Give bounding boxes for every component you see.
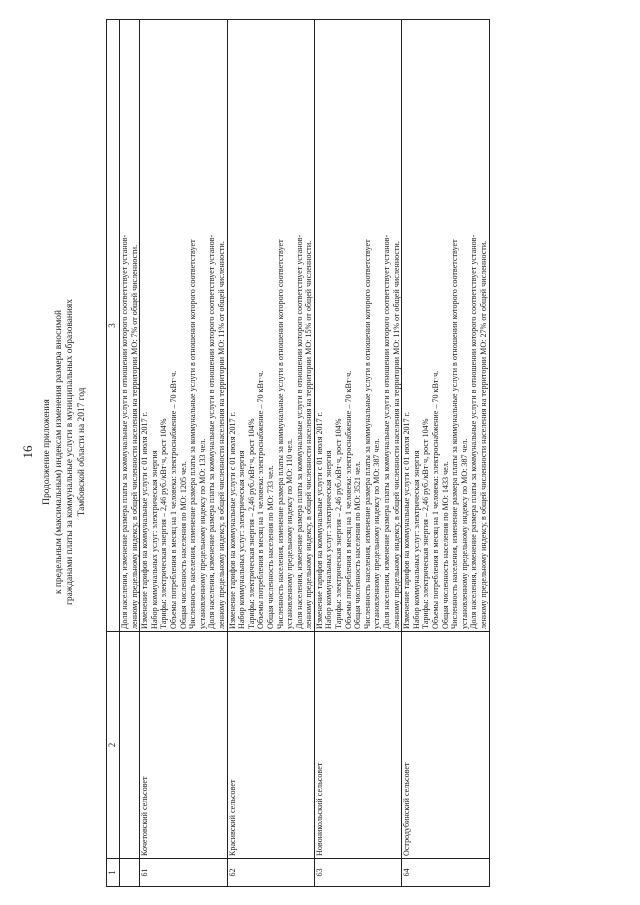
header-line: гражданами платы за коммунальные услуги в муниципальных образованиях bbox=[65, 299, 75, 605]
description-line: Изменение тарифов на коммунальные услуги с 01 июля 2017 г. bbox=[314, 411, 324, 629]
row-description bbox=[120, 20, 140, 632]
description-line: установленному предельному индексу по МО: 133 чел. bbox=[197, 438, 207, 629]
header-line: к предельным (максимальным) индексам изменения размера вносимой bbox=[53, 310, 64, 594]
description-line: ленному предельному индексу, в общей численности населения на территории МО: 11% от общей численности. bbox=[216, 241, 226, 629]
description-line: Набор коммунальных услуг: электрическая энергия bbox=[411, 450, 421, 629]
description-line: Набор коммунальных услуг: электрическая энергия bbox=[237, 450, 247, 629]
description-line: Тарифы: электрическая энергия – 2,46 руб./кВт·ч, рост 104% bbox=[334, 418, 344, 629]
description-line: Общая численность населения по МО: 3521 чел. bbox=[353, 461, 363, 629]
description-line: Набор коммунальных услуг: электрическая энергия bbox=[324, 450, 334, 629]
description-line: Изменение тарифов на коммунальные услуги с 01 июля 2017 г. bbox=[140, 411, 150, 629]
description-line: Изменение тарифов на коммунальные услуги с 01 июля 2017 г. bbox=[227, 411, 237, 629]
description-line: Численность населения, изменение размера платы за коммунальные услуги в отношении которого соответствует bbox=[275, 239, 285, 629]
municipality-name: Новоникольский сельсовет bbox=[314, 632, 401, 859]
column-number-row bbox=[107, 20, 120, 887]
row-number: 62 bbox=[227, 859, 314, 887]
description-line: ленному предельному индексу, в общей численности населения на территории МО: 27% от общей численности. bbox=[478, 240, 488, 629]
description-line: Изменение тарифов на коммунальные услуги с 01 июля 2017 г. bbox=[402, 411, 412, 629]
description-line: ленному предельному индексу, в общей численности населения на территории МО: 15% от общей численности. bbox=[304, 240, 314, 629]
row-description bbox=[402, 20, 489, 632]
description-line: Набор коммунальных услуг: электрическая энергия bbox=[149, 450, 159, 629]
municipality-name: Красивский сельсовет bbox=[227, 632, 314, 859]
description-line: установленному предельному индексу по МО: 387 чел. bbox=[459, 438, 469, 629]
header-line: Тамбовской области на 2017 год bbox=[76, 387, 87, 517]
row-number: 63 bbox=[314, 859, 401, 887]
description-line: установленному предельному индексу по МО: 110 чел. bbox=[285, 438, 295, 629]
table-row-continuation bbox=[120, 20, 140, 887]
description-line: Объемы потребления в месяц на 1 человека: электроснабжение – 70 кВт·ч. bbox=[168, 370, 178, 629]
description-line: Общая численность населения по МО: 733 чел. bbox=[265, 465, 275, 629]
table-row bbox=[140, 20, 227, 887]
description-line: Объемы потребления в месяц на 1 человека: электроснабжение – 70 кВт·ч. bbox=[431, 370, 440, 629]
row-description bbox=[314, 20, 401, 632]
row-number: 61 bbox=[140, 859, 227, 887]
column-header-2: 2 bbox=[107, 632, 120, 859]
municipality-name: Остродубинский сельсовет bbox=[402, 632, 489, 859]
description-line: Общая численность населения по МО: 1205 чел. bbox=[178, 461, 188, 629]
description-line: Доля населения, изменение размера платы за коммунальные услуги в отношении которого соответствует установ- bbox=[382, 234, 392, 629]
description-line: Численность населения, изменение размера платы за коммунальные услуги в отношении которого соответствует bbox=[362, 239, 372, 629]
tariff-index-table bbox=[106, 19, 490, 887]
description-line: Тарифы: электрическая энергия – 2,46 руб./кВт·ч, рост 104% bbox=[246, 418, 256, 629]
appendix-header bbox=[42, 149, 88, 755]
column-header-3: 3 bbox=[107, 20, 120, 632]
description-line: Общая численность населения по МО: 1433 чел. bbox=[440, 461, 450, 629]
row-number: 64 bbox=[402, 859, 489, 887]
description-line: Численность населения, изменение размера платы за коммунальные услуги в отношении которого соответствует bbox=[450, 239, 460, 629]
table-row bbox=[314, 20, 401, 887]
description-line: Численность населения, изменение размера платы за коммунальные услуги в отношении которого соответствует bbox=[188, 239, 198, 629]
description-line: Доля населения, изменение размера платы за коммунальные услуги в отношении которого соответствует установ- bbox=[469, 234, 479, 629]
page-number: 16 bbox=[20, 445, 35, 459]
column-header-1: 1 bbox=[107, 859, 120, 887]
description-line: Объемы потребления в месяц на 1 человека: электроснабжение – 70 кВт·ч. bbox=[343, 370, 353, 629]
table-row bbox=[227, 20, 314, 887]
header-line: Продолжение приложения bbox=[42, 399, 52, 505]
description-line: Объемы потребления в месяц на 1 человека: электроснабжение – 70 кВт·ч. bbox=[256, 370, 266, 629]
description-line: Тарифы: электрическая энергия – 2,46 руб./кВт·ч, рост 104% bbox=[159, 418, 169, 629]
description-line: установленному предельному индексу по МО: 387 чел. bbox=[372, 438, 382, 629]
description-line: Доля населения, изменение размера платы за коммунальные услуги в отношении которого соответствует установ- bbox=[207, 234, 217, 629]
description-line: ленному предельному индексу, в общей численности населения на территории МО: 7% от общей численности. bbox=[129, 244, 139, 629]
table-row bbox=[402, 20, 489, 887]
municipality-name: Кочетовский сельсовет bbox=[140, 632, 227, 859]
description-line: Доля населения, изменение размера платы за коммунальные услуги в отношении которого соответствует установ- bbox=[294, 234, 304, 629]
description-line: Доля населения, изменение размера платы за коммунальные услуги в отношении которого соответствует установ- bbox=[120, 234, 129, 629]
description-line: Тарифы: электрическая энергия – 2,46 руб./кВт·ч, рост 104% bbox=[421, 418, 431, 629]
row-description bbox=[227, 20, 314, 632]
description-line: ленному предельному индексу, в общей численности населения на территории МО: 11% от общей численности. bbox=[391, 241, 401, 629]
row-description bbox=[140, 20, 227, 632]
